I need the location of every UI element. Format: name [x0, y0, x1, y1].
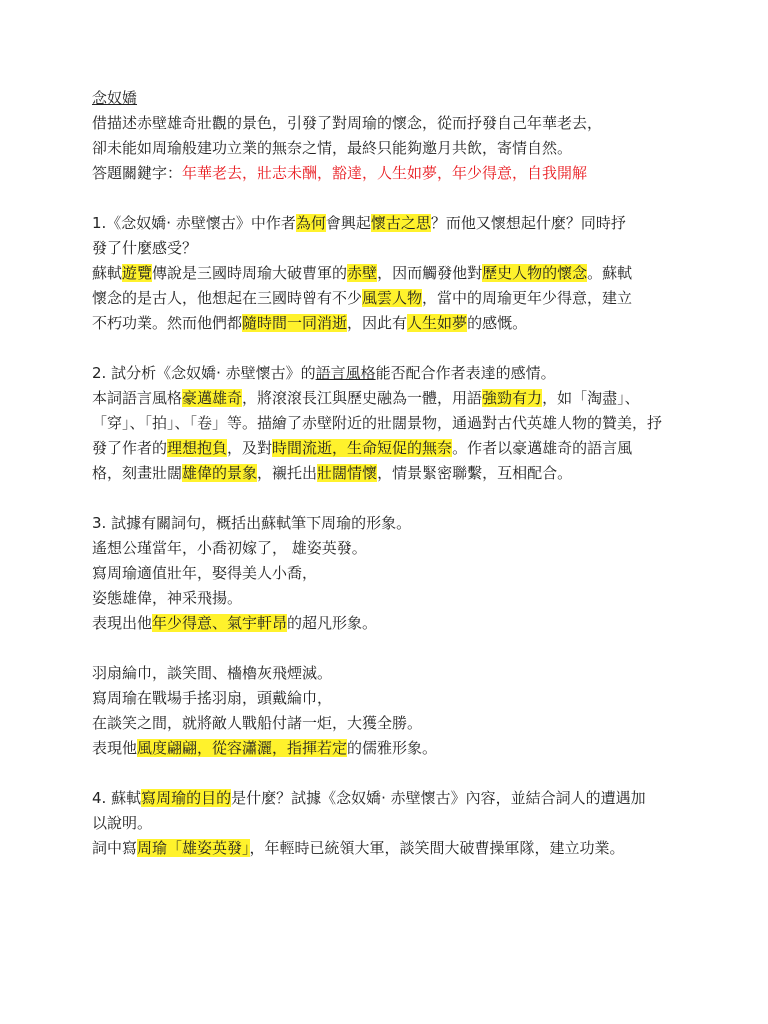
spacer [92, 636, 692, 661]
highlight: 理想抱負 [167, 439, 228, 457]
text-segment: 表現他 [92, 739, 138, 757]
text-segment: 2. 試分析《念奴嬌· 赤壁懷古》的 [92, 364, 316, 382]
spacer [92, 486, 692, 511]
text-segment: 的儒雅形象。 [347, 739, 438, 757]
text-segment: 「穿」、「拍」、「卷」等。描繪了赤壁附近的壯闊景物，通過對古代英雄人物的贊美，抒 [92, 414, 663, 432]
text-segment: 的超凡形象。 [287, 614, 378, 632]
text-segment: 以說明。 [92, 814, 153, 832]
text-segment: ，年輕時已統領大軍，談笑間大破曹操軍隊，建立功業。 [249, 839, 625, 857]
question-1-line [92, 211, 692, 236]
text-segment: 發了什麼感受？ [92, 239, 198, 257]
quote-line: 遙想公瑾當年，小喬初嫁了， 雄姿英發。 [92, 539, 367, 557]
question-1-line [92, 236, 692, 261]
highlight: 風度翩翩，從容瀟灑，指揮若定 [137, 739, 348, 757]
text-segment: 本詞語言風格 [92, 389, 183, 407]
text-segment: ，如「淘盡」、 [542, 389, 640, 407]
answer-2-line [92, 411, 692, 436]
text-segment: 。蘇軾 [587, 264, 633, 282]
explanation-line: 在談笑之間，就將敵人戰船付諸一炬，大獲全勝。 [92, 714, 423, 732]
explanation-line: 姿態雄偉，神采飛揚。 [92, 589, 243, 607]
text-segment: 蘇軾 [92, 264, 123, 282]
explanation-line: 寫周瑜適值壯年，娶得美人小喬， [92, 564, 318, 582]
question-4-line [92, 811, 692, 836]
highlight: 歷史人物的懷念 [482, 264, 588, 282]
highlight: 隨時間一同消逝 [242, 314, 348, 332]
text-segment: ，當中的周瑜更年少得意，建立 [422, 289, 633, 307]
spacer [92, 761, 692, 786]
text-segment: 。作者以豪邁雄奇的語言風 [452, 439, 633, 457]
doc-title-line [92, 86, 692, 111]
summary-line [92, 736, 692, 761]
answer-1-line [92, 261, 692, 286]
text-segment: ，及對 [227, 439, 273, 457]
text-segment: 的感慨。 [467, 314, 528, 332]
keywords-list: 年華老去，壯志未酬，豁達，人生如夢，年少得意，自我開解 [182, 164, 588, 182]
text-segment: 是什麼？試據《念奴嬌· 赤壁懷古》內容，並結合詞人的遭遇加 [231, 789, 646, 807]
text-segment: 傳說是三國時周瑜大破曹軍的 [152, 264, 348, 282]
text-segment: 格，刻畫壯闊 [92, 464, 183, 482]
answer-2-line [92, 461, 692, 486]
highlight: 豪邁雄奇 [182, 389, 243, 407]
text-segment: 4. 蘇軾 [92, 789, 142, 807]
highlight: 寫周瑜的目的 [141, 789, 232, 807]
text-segment: 懷念的是古人，他想起在三國時曾有不少 [92, 289, 363, 307]
spacer [92, 186, 692, 211]
highlight: 強勁有力 [482, 389, 543, 407]
text-segment: ，將滾滾長江與歷史融為一體，用語 [242, 389, 483, 407]
intro-line: 借描述赤壁雄奇壯觀的景色，引發了對周瑜的懷念，從而抒發自己年華老去， [92, 114, 603, 132]
text-segment: ，因此有 [347, 314, 408, 332]
keywords-line [92, 161, 692, 186]
text-segment: 詞中寫 [92, 839, 138, 857]
answer-4-line [92, 836, 692, 861]
highlight: 為何 [295, 214, 326, 232]
text-segment: ，因而觸發他對 [377, 264, 483, 282]
highlight: 赤壁 [347, 264, 378, 282]
intro-line: 卻未能如周瑜般建功立業的無奈之情，最終只能夠邀月共飲，寄情自然。 [92, 139, 573, 157]
text-segment: 能否配合作者表達的感情。 [375, 364, 556, 382]
text-segment: 不朽功業。然而他們都 [92, 314, 243, 332]
answer-2-line [92, 436, 692, 461]
answer-1-line [92, 286, 692, 311]
spacer [92, 336, 692, 361]
text-segment: ，襯托出 [257, 464, 318, 482]
text-segment: 發了作者的 [92, 439, 168, 457]
answer-1-line [92, 311, 692, 336]
highlight: 周瑜「雄姿英發」 [137, 839, 250, 857]
document-content [92, 86, 692, 861]
highlight: 雄偉的景象 [182, 464, 258, 482]
question-2-line [92, 361, 692, 386]
text-segment: 1.《念奴嬌· 赤壁懷古》中作者 [92, 214, 296, 232]
highlight: 時間流逝，生命短促的無奈 [272, 439, 453, 457]
underlined-term: 語言風格 [315, 364, 376, 382]
keywords-label: 答題關鍵字： [92, 164, 183, 182]
answer-2-line [92, 386, 692, 411]
text-segment: 會興起 [325, 214, 371, 232]
text-segment: ？而他又懷想起什麼？同時抒 [430, 214, 626, 232]
quote-line: 羽扇綸巾，談笑間、檣櫓灰飛煙滅。 [92, 664, 333, 682]
question-3-line: 3. 試據有關詞句，概括出蘇軾筆下周瑜的形象。 [92, 514, 412, 532]
highlight: 遊覽 [122, 264, 153, 282]
highlight: 人生如夢 [407, 314, 468, 332]
text-segment: ，情景緊密聯繫，互相配合。 [377, 464, 573, 482]
page-title: 念奴嬌 [92, 89, 138, 107]
highlight: 懷古之思 [370, 214, 431, 232]
summary-line [92, 611, 692, 636]
explanation-line: 寫周瑜在戰場手搖羽扇，頭戴綸巾， [92, 689, 333, 707]
text-segment: 表現出他 [92, 614, 153, 632]
highlight: 風雲人物 [362, 289, 423, 307]
highlight: 壯闊情懷 [317, 464, 378, 482]
question-4-line [92, 786, 692, 811]
highlight: 年少得意、氣宇軒昂 [152, 614, 288, 632]
